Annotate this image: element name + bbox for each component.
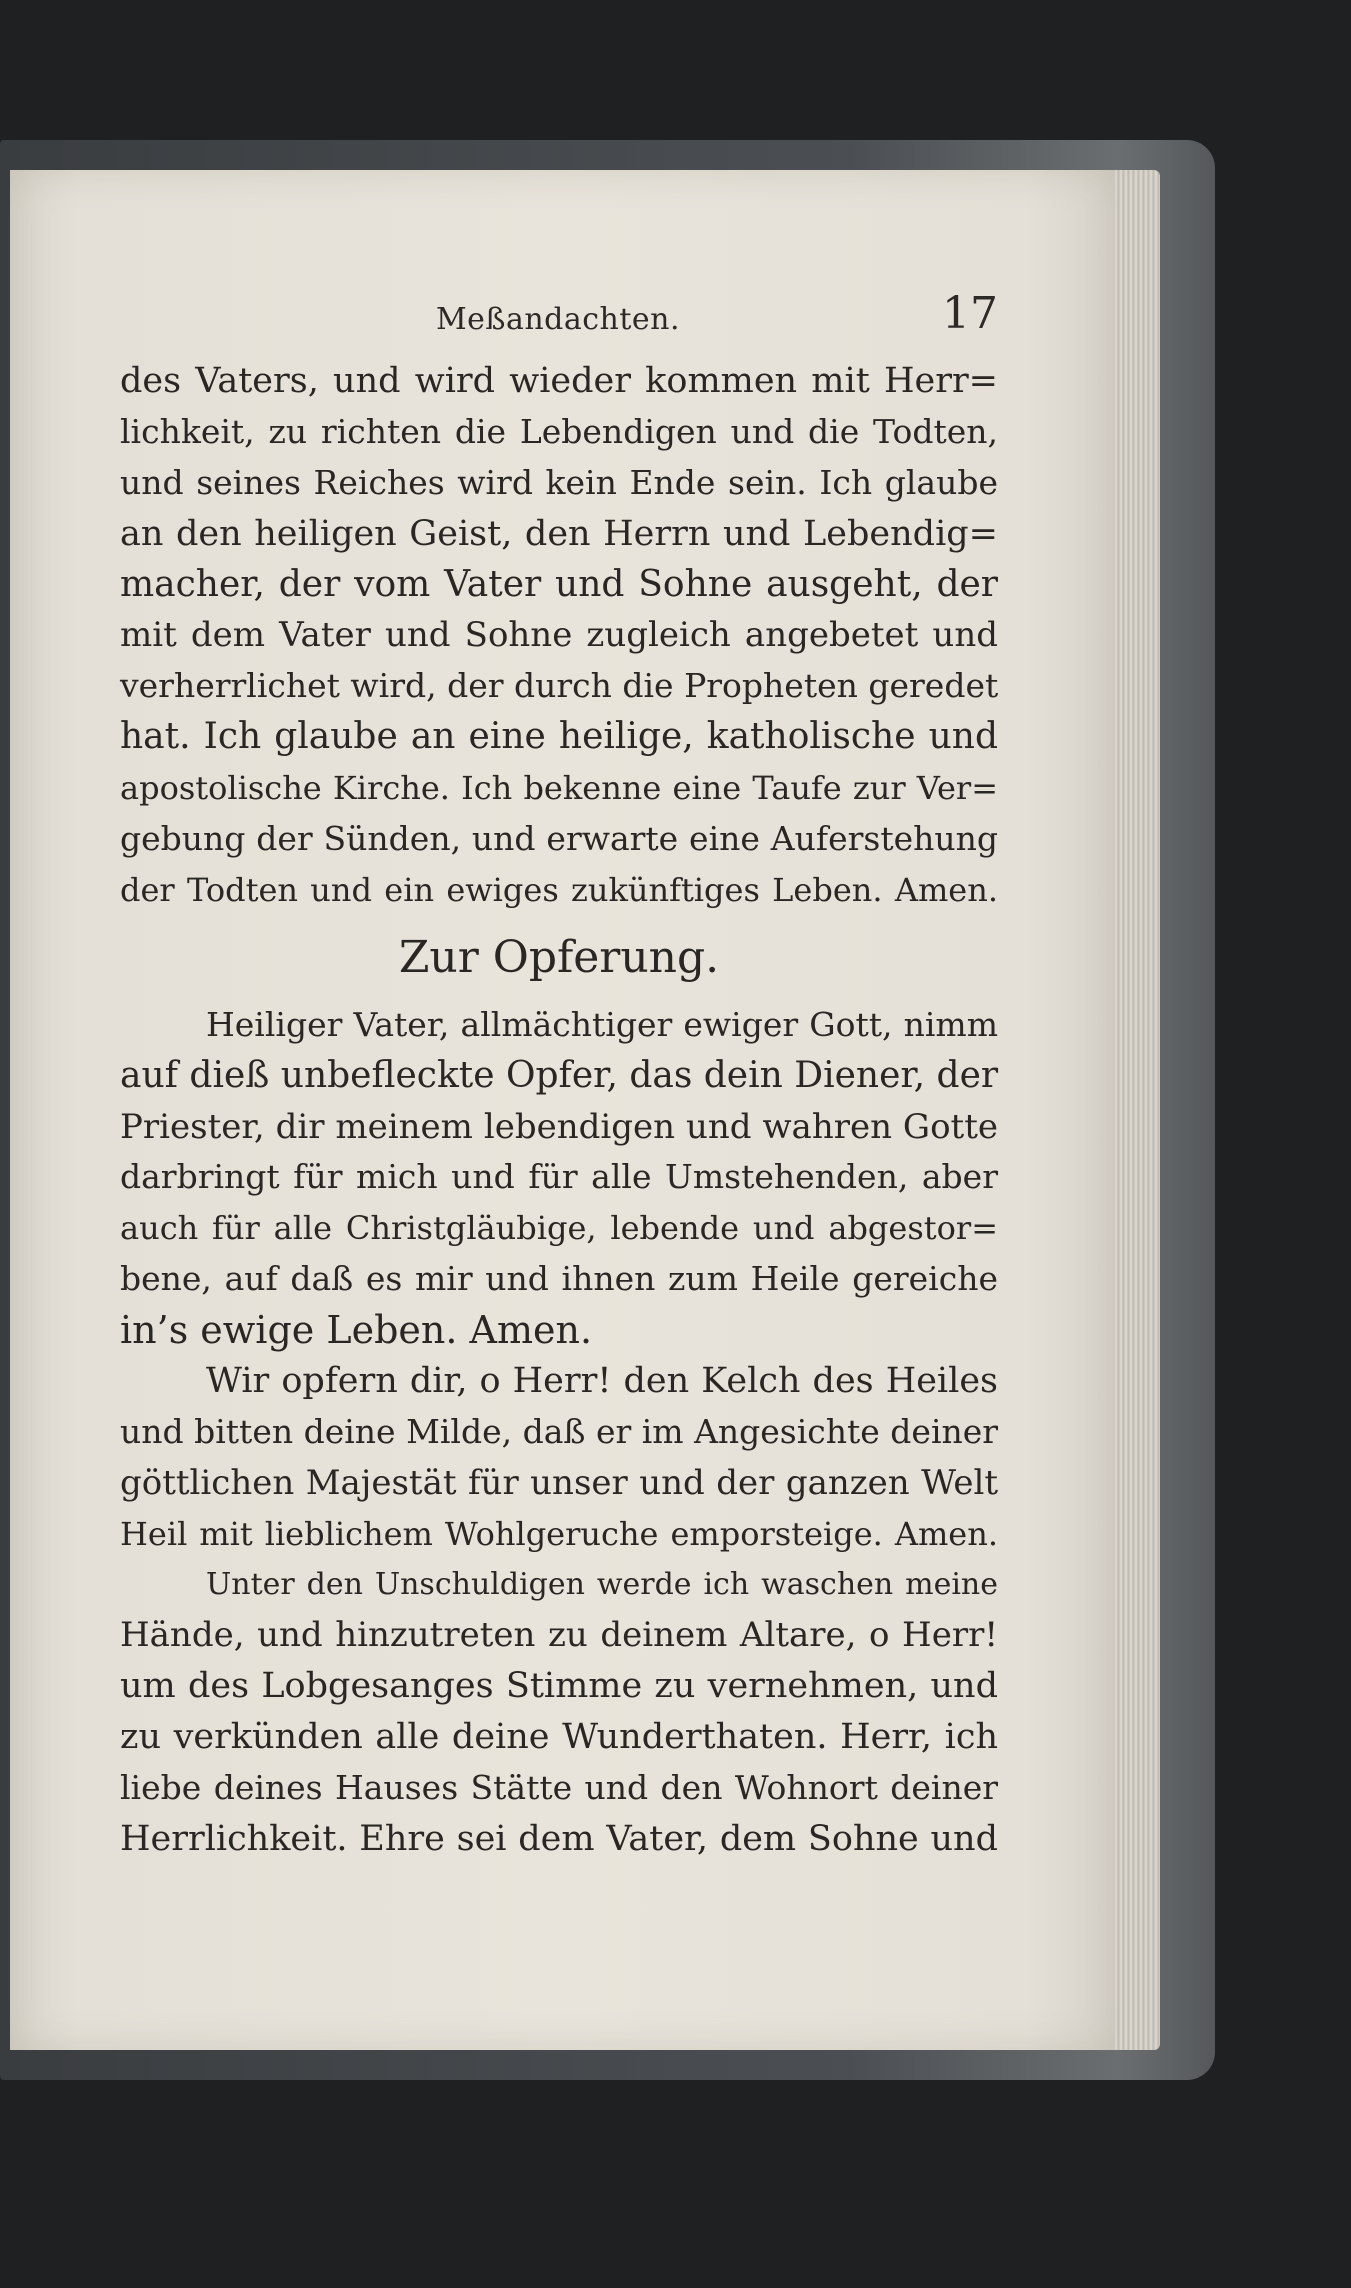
text-line: der Todten und ein ewiges zukünftiges Leben. Amen. — [120, 870, 998, 909]
text-line: lichkeit, zu richten die Lebendigen und die Todten, — [120, 411, 998, 451]
page-edges — [1110, 170, 1160, 2050]
text-line: Herrlichkeit. Ehre sei dem Vater, dem Sohne und — [120, 1819, 998, 1860]
text-line: darbringt für mich und für alle Umstehenden, aber — [120, 1157, 998, 1197]
text-line: göttlichen Majestät für unser und der ganzen Welt — [120, 1462, 998, 1503]
text-line: Wir opfern dir, o Herr! den Kelch des Heiles — [206, 1361, 998, 1402]
page-number: 17 — [942, 288, 998, 339]
text-line: apostolische Kirche. Ich bekenne eine Taufe zur Ver= — [120, 769, 998, 808]
text-line: Unter den Unschuldigen werde ich waschen meine — [206, 1566, 998, 1602]
text-line: an den heiligen Geist, den Herrn und Lebendig= — [120, 513, 998, 554]
running-head: Meßandachten. — [435, 302, 681, 337]
text-line: Heil mit lieblichem Wohlgeruche emporsteige. Amen. — [120, 1514, 998, 1553]
section-heading: Zur Opferung. — [398, 931, 720, 983]
text-line: macher, der vom Vater und Sohne ausgeht, der — [120, 563, 998, 605]
paragraph-offertory — [120, 1000, 998, 1356]
text-line: auf dieß unbefleckte Opfer, das dein Diener, der — [120, 1054, 999, 1096]
text-line: Hände, und hinzutreten zu deinem Altare, o Herr! — [120, 1615, 998, 1656]
book-page — [10, 170, 1115, 2050]
text-line: Priester, dir meinem lebendigen und wahren Gotte — [120, 1106, 998, 1147]
text-line: um des Lobgesanges Stimme zu vernehmen, und — [120, 1666, 998, 1707]
text-line: liebe deines Hauses Stätte und den Wohnort deiner — [120, 1768, 998, 1808]
text-line: gebung der Sünden, und erwarte eine Auferstehung — [120, 819, 998, 859]
page-header — [118, 288, 998, 348]
text-line: auch für alle Christgläubige, lebende und abgestor= — [120, 1209, 998, 1248]
text-line: hat. Ich glaube an eine heilige, katholische und — [120, 716, 998, 758]
text-line: Heiliger Vater, allmächtiger ewiger Gott, nimm — [206, 1004, 998, 1044]
text-line: mit dem Vater und Sohne zugleich angebetet und — [120, 615, 998, 656]
text-line: bene, auf daß es mir und ihnen zum Heile gereiche — [120, 1259, 998, 1299]
text-line: verherrlichet wird, der durch die Propheten geredet — [120, 666, 999, 706]
page-text — [120, 356, 998, 1865]
paragraph-creed-end — [120, 356, 998, 916]
text-line: und seines Reiches wird kein Ende sein. Ich glaube — [120, 462, 998, 502]
text-line: und bitten deine Milde, daß er im Angesichte deiner — [120, 1411, 999, 1451]
text-line: in’s ewige Leben. Amen. — [120, 1308, 593, 1353]
text-line: des Vaters, und wird wieder kommen mit Herr= — [120, 361, 998, 401]
paragraph-lavabo — [120, 1560, 998, 1865]
paragraph-chalice — [120, 1356, 998, 1560]
text-line: zu verkünden alle deine Wunderthaten. Herr, ich — [120, 1717, 998, 1758]
